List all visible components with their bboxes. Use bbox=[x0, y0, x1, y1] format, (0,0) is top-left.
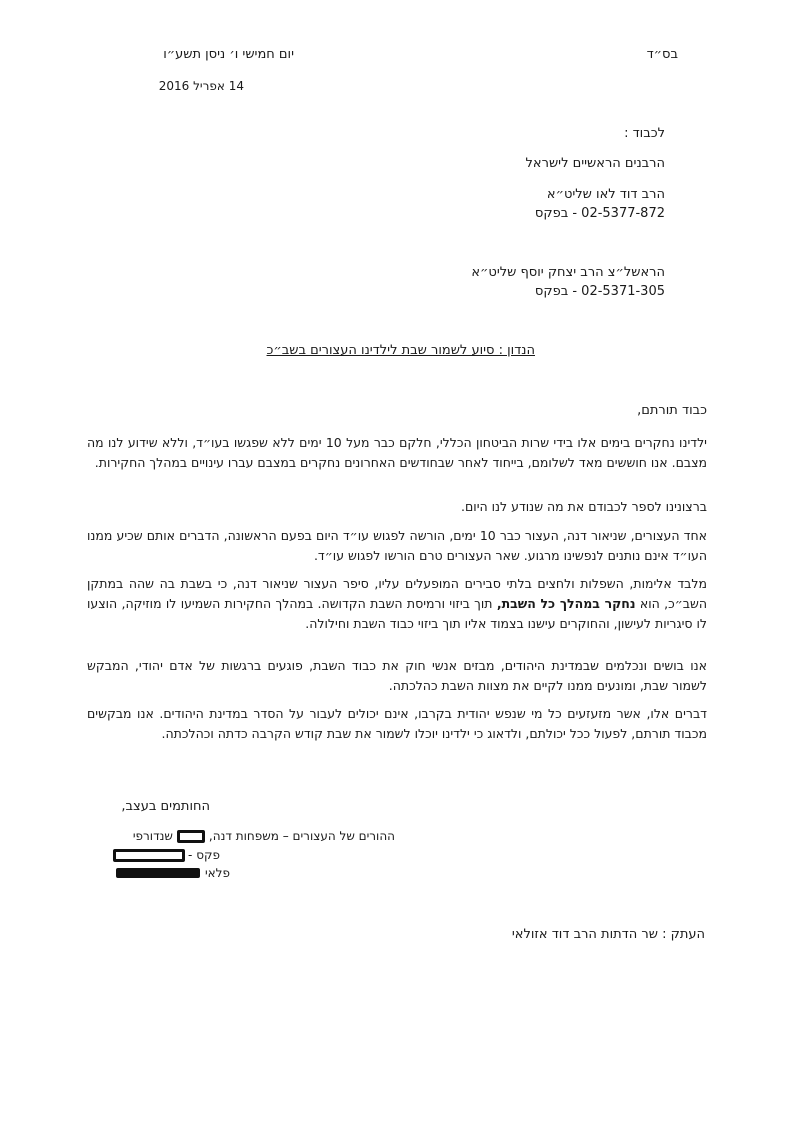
body-paragraph-3: אחד העצורים, שניאור דנה, העצור כבר 10 ימים, הורשה לפגוש עו״ד היום בפעם הראשונה, הדברים אותם שכיע ממנו העו״ד אינם נותנים לנפשינו מרגוע. שאר העצורים טרם הורשו לפגוש עו״ד. bbox=[87, 528, 707, 563]
body-paragraph-1: ילדינו נחקרים בימים אלו בידי שרות הביטחון הכללי, חלקם כבר מעל 10 ימים ללא שפגשו בעו״ד, וללא שידוע לנו מה מצבם. אנו חוששים מאד לשלומם, בייחוד לאחר שבחודשים האחרונים נחקרים במצבם עברו עינויים במהלך החקירות. bbox=[87, 435, 707, 470]
redaction-box bbox=[113, 849, 185, 862]
closing-signed: החותמים בעצב, bbox=[121, 799, 210, 814]
paragraph-4-end: תוך ביזוי ורמיסת השבת הקדושה. במהלך החקירות השמיעו לו מוזיקה, הוצעו לו סיגריות לעישון, והחוקרים עישנו בצמוד אליו תוך ביזוי כבוד השבת וחילולה. bbox=[87, 596, 707, 631]
name-after-redaction: שנדורפי bbox=[132, 829, 173, 843]
bsd-mark: בס״ד bbox=[646, 47, 678, 62]
body-paragraph-4 bbox=[87, 574, 707, 634]
gregorian-date: 14 אפריל 2016 bbox=[158, 79, 244, 93]
parents-label: ההורים של העצורים – משפחות דנה, bbox=[208, 829, 395, 843]
fax-line bbox=[113, 848, 220, 862]
rabbi1-name: הרב דוד לאו שליט״א bbox=[546, 187, 665, 202]
body-paragraph-5: אנו בושים ונכלמים שבמדינת היהודים, מבזים אנשי חוק את כבוד השבת, פוגעים ברגשות של אדם יהודי, המבקש לשמור שבת, ומונעים ממנו לקיים את מצוות השבת כהלכתה. bbox=[87, 658, 707, 693]
rabbi1-fax: 02-5377-872 - בפקס bbox=[534, 206, 665, 221]
rabbi2-fax: 02-5371-305 - בפקס bbox=[534, 284, 665, 299]
subject-line: הנדון : סיוע לשמור שבת לילדינו העצורים בשב״כ bbox=[266, 343, 535, 358]
paragraph-4-emphasis: נחקר במהלך כל השבת, bbox=[496, 596, 636, 611]
chief-rabbis-line: הרבנים הראשיים לישראל bbox=[525, 156, 665, 171]
body-paragraph-6: דברים אלו, אשר מזעזעים כל מי שנפש יהודית בקרבו, אינם יכולים לעבור על הסדר במדינת היהודים. אנו מבקשים מכבוד תורתם, לפעול ככל יכולתם, ולדאוג כי ילדינו יוכלו לשמור את שבת קודש הקרבה כדתה וכהלכתה. bbox=[87, 706, 707, 741]
hebrew-date: יום חמישי ו׳ ניסן תשע״ו bbox=[163, 47, 294, 62]
signature-parents-line bbox=[133, 829, 395, 843]
phone-label: פלאי bbox=[204, 866, 230, 880]
fax-label: פקס - bbox=[188, 848, 220, 862]
phone-line bbox=[116, 866, 230, 880]
copy-line: העתק : שר הדתות הרב דוד אזולאי bbox=[511, 927, 705, 942]
body-paragraph-2: ברצונינו לספר לכבודם את מה שנודע לנו היום. bbox=[461, 499, 707, 514]
redaction-box bbox=[116, 868, 200, 878]
salutation: כבוד תורתם, bbox=[637, 403, 707, 418]
redaction-box bbox=[177, 830, 205, 843]
to-label: לכבוד : bbox=[624, 126, 665, 141]
paragraph-4-start: מלבד אלימות, השפלות ולחצים בלתי סבירים המופעלים עליו, סיפר העצור שניאור דנה, כי בשבת בה שהה במתקן השב״כ, הוא bbox=[87, 576, 708, 611]
rabbi2-name: הראשל״צ הרב יצחק יוסף שליט״א bbox=[471, 265, 665, 280]
